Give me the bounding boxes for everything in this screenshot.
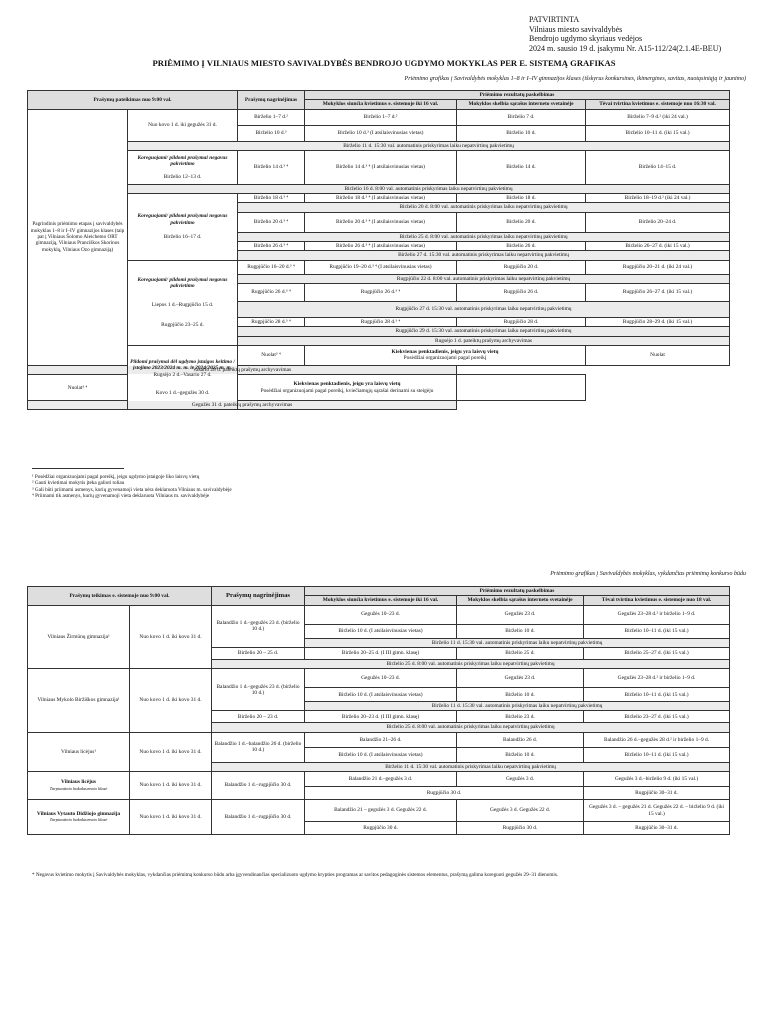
auto-assign-row: Birželio 25 d. 8:00 val. automatinis priskyrimas laiku nepatvirtinų pakvietimų — [212, 723, 730, 732]
header-cell: Prašymų teikimas e. sistemoje nuo 9:00 val. — [28, 587, 212, 606]
approval-line: Vilniaus miesto savivaldybės — [529, 24, 623, 34]
auto-assign-row: Birželio 11 d. 15:30 val. automatinis priskyrimas laiku nepatvirtinų pakvietimų — [305, 702, 730, 711]
period-title: Koreguojami/ pildomi prašymai negavus pakvietimo — [137, 154, 228, 168]
archive-row: Rugsėjo 1 d. pateiktų prašymų archyvavimas — [238, 336, 730, 345]
cell: Birželio 1–7 d.² — [238, 109, 305, 125]
competition-schedule-table — [27, 586, 730, 835]
cell: Birželio 25–27 d. (iki 15 val.) — [584, 647, 730, 659]
period-cell — [128, 194, 238, 260]
cell: Gegužės 3 d. – gegužės 21 d. Gegužės 22 d. – birželio 9 d. (iki 15 val.) — [584, 800, 730, 822]
class-type: Tarptautinio bakalaureato klasė — [49, 785, 108, 791]
cell: Birželio 10 d. (I atsilaisvinusias vietas) — [305, 747, 457, 762]
cell: Birželio 14 d. — [457, 150, 586, 184]
cell — [238, 375, 457, 401]
footnote: ¹ Posėdžiai organizuojami pagal poreikį, jeigu ugdymo įstaigoje liko laisvų vietų — [32, 474, 200, 480]
cell-line: Kiekvienas penktadienis, jeigu yra laisvų vietų — [293, 381, 401, 388]
cell: Rugpjūčio 16–20 d.³ ⁴ — [238, 260, 305, 274]
period-date: Birželio 12–13 d. — [163, 173, 202, 180]
cell: Birželio 10–11 d. (iki 15 val.) — [584, 747, 730, 762]
auto-assign-row: Birželio 16 d. 8:00 val. automatinis priskyrimas laiku nepatvirtinų pakvietimų — [128, 184, 730, 193]
auto-assign-row: Rugpjūčio 29 d. 15:30 val. automatinis priskyrimas laiku nepatvirtinų pakvietimų — [238, 327, 730, 336]
submit-period: Nuo kovo 1 d. iki kovo 31 d. — [130, 669, 212, 733]
cell: Rugpjūčio 28 d.³ ⁴ — [238, 317, 305, 326]
cell: Birželio 14–15 d. — [586, 150, 730, 184]
cell: Birželio 26 d.³ ⁴ — [238, 242, 305, 251]
submit-period: Nuo kovo 1 d. iki kovo 31 d. — [130, 772, 212, 800]
review-period: Balandžio 1 d.–gegužės 23 d. (birželio 10 d.) — [212, 605, 305, 647]
cell: Balandžio 21 – gegužės 3 d. Gegužės 22 d. — [305, 800, 457, 822]
cell: Rugpjūčio 20–21 d. (iki 24 val.) — [586, 260, 730, 274]
footnote-rule — [32, 468, 124, 469]
cell: Gegužės 23–28 d.² ir birželio 1–9 d. — [584, 605, 730, 624]
footnote: ² Gauti kvietimai mokytis įteka galioti toliau — [32, 480, 125, 487]
cell: Rugpjūčio 30 d. — [457, 822, 584, 835]
header-cell: Mokyklos siunčia kvietimus e. sistemoje iki 16 val. — [305, 596, 457, 605]
school-name: Vilniaus Žirmūnų gimnazija¹ — [28, 605, 130, 669]
cell: Birželio 10 d. — [457, 747, 584, 762]
school-name — [28, 800, 130, 835]
cell: Birželio 10 d. — [457, 688, 584, 702]
review-period: Birželio 20 – 25 d. — [212, 647, 305, 659]
approval-block — [529, 15, 721, 53]
cell: Birželio 26 d. — [457, 242, 586, 251]
cell: Rugpjūčio 26 d.³ ⁴ — [305, 283, 457, 301]
school-title: Vilniaus licėjus — [61, 779, 96, 786]
school-name: Vilniaus licėjus¹ — [28, 732, 130, 771]
cell: Rugpjūčio 30–31 d. — [584, 822, 730, 835]
cell: Birželio 10 d.³ (I atsilaisvinusias vietas) — [305, 125, 457, 141]
cell: Gegužės 23 d. — [457, 605, 584, 624]
header-cell: Mokyklos skelbia sąrašus interneto svetainėje — [457, 596, 584, 605]
cell — [457, 375, 586, 401]
auto-assign-row: Rugpjūčio 27 d. 15:30 val. automatinis priskyrimas laiku nepatvirtinų pakvietimų — [238, 301, 730, 317]
cell: Balandžio 26 d. — [457, 732, 584, 747]
cell: Birželio 18 d. — [457, 194, 586, 203]
stage-cell: Pagrindinis priėmimo etapas į savivaldybės mokyklas 1–8 ir I–IV gimnazijos klases (taip pat į Vilniaus Šolomo Aleichemo ORT gimnaziją, Vilniaus Pranciškos Skorinos mokyklą, Vilniaus Ozo gimnaziją) — [28, 109, 128, 365]
auto-assign-row: Birželio 25 d. 8:00 val. automatinis priskyrimas laiku nepatvirtinų pakvietimų — [212, 659, 730, 668]
document-title: PRIĖMIMO Į VILNIAUS MIESTO SAVIVALDYBĖS BENDROJO UGDYMO MOKYKLAS PER E. SISTEMĄ GRAFIKAS — [152, 58, 616, 68]
cell: Birželio 20–25 d. (I III gimn. klasę) — [305, 647, 457, 659]
review-period: Balandžio 1 d.–balandžio 26 d. (birželio 10 d.) — [212, 732, 305, 762]
cell: Nuolat³ ⁴ — [28, 375, 128, 401]
cell: Birželio 10 d. — [457, 125, 586, 141]
cell: Birželio 26 d.³ ⁴ (I atsilaisvinusias vietas) — [305, 242, 457, 251]
auto-assign-row: Birželio 27 d. 15:30 val. automatinis priskyrimas laiku nepatvirtinų pakvietimų — [238, 251, 730, 260]
cell: Gegužės 10–23 d. — [305, 669, 457, 688]
cell: Balandžio 21 d.–gegužės 3 d. — [305, 772, 457, 787]
period-date: Rugsėjo 2 d.–Vasario 27 d. — [153, 371, 212, 378]
approval-line: PATVIRTINTA — [529, 15, 580, 24]
header-cell: Priėmimo rezultatų paskelbimas — [305, 91, 730, 100]
cell: Gegužės 3 d.–birželio 9 d. (iki 15 val.) — [584, 772, 730, 787]
auto-assign-row: Birželio 11 d. 15:30 val. automatinis priskyrimas laiku nepatvirtinų pakvietimų — [305, 638, 730, 647]
cell: Birželio 14 d.³ ⁴ — [238, 150, 305, 184]
cell: Birželio 25 d. — [457, 647, 584, 659]
cell: Gegužės 3 d. — [457, 772, 584, 787]
submit-period: Nuo kovo 1 d. iki kovo 31 d. — [130, 605, 212, 669]
cell: Birželio 20–23 d. (I III gimn. klasę) — [305, 711, 457, 723]
auto-assign-row: Birželio 11 d. 15:30 val. automatinis priskyrimas laiku nepatvirtinų pakvietimų — [212, 762, 730, 771]
submit-period: Nuo kovo 1 d. iki kovo 31 d. — [130, 732, 212, 771]
school-name: Vilniaus Mykolo Biržiškos gimnazija¹ — [28, 669, 130, 733]
cell: Rugpjūčio 26 d.³ ⁴ — [238, 283, 305, 301]
cell: Gegužės 23 d. — [457, 669, 584, 688]
period-title: Pildomi prašymai dėl ugdymo įstaigos keitimo / įstojimo 2023/2024 m. m. ir 2024/2025 m. m. — [130, 359, 235, 372]
schedule-subtitle-1: Priėmimo grafikas į Savivaldybės mokyklas 1–8 ir I–IV gimnazijos klases (išskyrus konkursines, ikimergines, savitas, nuotąsiniąją ir jaunimo) — [404, 76, 746, 82]
period-cell — [128, 260, 238, 345]
cell: Birželio 10 d. (I atsilaisvinusias vietas) — [305, 688, 457, 702]
period-title: Koreguojami/ pildomi prašymai negavus pakvietimo — [137, 277, 228, 290]
cell: Gegužės 3 d. Gegužės 22 d. — [457, 800, 584, 822]
period-date: Birželio 16–17 d. — [163, 234, 202, 241]
class-type: Tarptautinio bakalaureato klasė — [49, 817, 108, 823]
cell: Balandžio 21–26 d. — [305, 732, 457, 747]
cell: Nuolat — [586, 345, 730, 365]
footnotes — [32, 474, 232, 500]
cell: Balandžio 26 d.–gegužės 28 d.² ir birželio 1–9 d. — [584, 732, 730, 747]
header-cell: Prašymų pateikimas nuo 9:00 val. — [28, 91, 238, 110]
cell: Nuolat³ ⁴ — [238, 345, 305, 365]
period-title: Koreguojami/ pildomi prašymai negavus pakvietimo — [137, 213, 228, 226]
cell: Birželio 7 d. — [457, 109, 586, 125]
period-date: Kovo 1 d.–gegužės 30 d. — [155, 389, 210, 396]
auto-assign-row: Birželio 20 d. 8:00 val. automatinis priskyrimas laiku nepatvirtinų pakvietimų — [238, 203, 730, 212]
cell: Birželio 10 d.³ — [238, 125, 305, 141]
cell: Birželio 23–27 d. (iki 15 val.) — [584, 711, 730, 723]
cell: Rugpjūčio 28 d.³ ⁴ — [305, 317, 457, 326]
header-cell: Mokyklos skelbia sąrašus interneto svetainėje — [457, 100, 586, 109]
cell: Birželio 20–24 d. — [586, 212, 730, 232]
cell: Birželio 10 d. — [457, 624, 584, 638]
review-period: Birželio 20 – 23 d. — [212, 711, 305, 723]
cell: Birželio 20 d. — [457, 212, 586, 232]
cell: Rugpjūčio 30 d. — [305, 787, 584, 800]
archive-row: Vasario 28 d. pateiktų prašymų archyvavimas — [28, 365, 457, 374]
period-cell: Nuo kovo 1 d. iki gegužės 31 d. — [128, 109, 238, 141]
auto-assign-row: Birželio 25 d. 8:00 val. automatinis priskyrimas laiku nepatvirtinų pakvietimų — [238, 232, 730, 241]
cell: Birželio 18 d.³ ⁴ — [238, 194, 305, 203]
school-title: Vilniaus Vytauto Didžiojo gimnazija — [36, 810, 121, 817]
cell: Rugpjūčio 30 d. — [305, 822, 457, 835]
auto-assign-row: Birželio 11 d. 15:30 val. automatinis priskyrimas laiku nepatvirtinų pakvietimų — [128, 141, 730, 150]
period-date: Liepos 1 d.–Rugpjūčio 15 d. — [151, 301, 214, 308]
cell: Rugpjūčio 19–20 d.³ ⁴ (I atsilaisvinusias vietas) — [305, 260, 457, 274]
header-cell: Tėvai tvirtina kvietimus e. sistemoje nuo 16:30 val. — [586, 100, 730, 109]
approval-line: Bendrojo ugdymo skyriaus vedėjos — [529, 34, 643, 43]
cell: Rugpjūčio 30–31 d. — [584, 787, 730, 800]
cell-line: Posėdžiai organizuojami pagal poreikį, kviečiamųjų sąrašai derinami su steigėju — [260, 387, 434, 394]
cell: Rugpjūčio 26–27 d. (iki 15 val.) — [586, 283, 730, 301]
archive-row: Gegužės 31 d. pateiktų prašymų archyvavimas — [28, 401, 457, 410]
review-period: Balandžio 1 d.–rugpjūčio 30 d. — [212, 800, 305, 835]
cell: Rugpjūčio 26 d. — [457, 283, 586, 301]
review-period: Balandžio 1 d.–gegužės 23 d. (birželio 10 d.) — [212, 669, 305, 711]
school-name — [28, 772, 130, 800]
submit-period: Nuo kovo 1 d. iki kovo 31 d. — [130, 800, 212, 835]
cell — [305, 345, 586, 365]
cell: Rugpjūčio 20 d. — [457, 260, 586, 274]
cell: Birželio 18–19 d.² (iki 24 val.) — [586, 194, 730, 203]
auto-assign-row: Rugpjūčio 22 d. 8:00 val. automatinis priskyrimas laiku nepatvirtinų pakvietimų — [238, 274, 730, 283]
cell: Birželio 14 d.³ ⁴ (I atsilaisvinusias vietas) — [305, 150, 457, 184]
approval-line: 2024 m. sausio 19 d. įsakymu Nr. A15-112/24(2.1.4E-BEU) — [529, 43, 722, 53]
footnote: ³ Gali būti priimami asmenys, kurių gyvenamoji vieta nėra deklaruota Vilniaus m. savivaldybėje — [32, 486, 232, 493]
cell: Gegužės 10–23 d. — [305, 605, 457, 624]
header-cell: Priėmimo rezultatų paskelbimas — [305, 587, 730, 596]
cell: Birželio 23 d. — [457, 711, 584, 723]
cell: Birželio 20 d.³ ⁴ — [238, 212, 305, 232]
cell: Birželio 10 d. (I atsilaisvinusias vietas) — [305, 624, 457, 638]
cell: Birželio 10–11 d. (iki 15 val.) — [584, 624, 730, 638]
header-cell: Tėvai tvirtina kvietimus e. sistemoje nuo 18 val. — [584, 596, 730, 605]
schedule-subtitle-2: Priėmimo grafikas į Savivaldybės mokyklas, vykdančias priėmimą konkurso būdu — [550, 571, 746, 577]
period-date: Rugpjūčio 23–25 d. — [161, 322, 204, 329]
cell: Birželio 18 d.³ ⁴ (I atsilaisvinusias vietas) — [305, 194, 457, 203]
cell: Birželio 20 d.³ ⁴ (I atsilaisvinusias vietas) — [305, 212, 457, 232]
cell-line: Kiekvienas penktadienis, jeigu yra laisvų vietų — [391, 349, 499, 356]
header-cell: Prašymų nagrinėjimas — [212, 587, 305, 606]
cell-line: Posėdžiai organizuojami pagal poreikį — [403, 355, 487, 362]
cell: Rugpjūčio 28–29 d. (iki 15 val.) — [586, 317, 730, 326]
cell: Birželio 26–27 d. (iki 15 val.) — [586, 242, 730, 251]
cell: Birželio 1–7 d.² — [305, 109, 457, 125]
cell: Birželio 10–11 d. (iki 15 val.) — [586, 125, 730, 141]
cell: Rugpjūčio 28 d. — [457, 317, 586, 326]
footnote: ⁴ Priimami tik asmenys, kurių gyvenamoji vieta deklaruota Vilniaus m. savivaldybėje — [32, 493, 210, 500]
header-cell: Mokyklos siunčia kvietimus e. sistemoje iki 16 val. — [305, 100, 457, 109]
cell: Gegužės 23–28 d.² ir birželio 1–9 d. — [584, 669, 730, 688]
cell: Birželio 10–11 d. (iki 15 val.) — [584, 688, 730, 702]
cell: Birželio 7–9 d.² (iki 24 val.) — [586, 109, 730, 125]
header-cell: Prašymų nagrinėjimas — [238, 91, 305, 110]
bottom-note: * Negavus kvietimo mokytis į Savivaldybės mokyklas, vykdančias priėmimą konkurso būdu arba įgyvendinančias specializuoto ugdymo krypties programas ar savitos pedagoginės sistemos elementus, prašymą galima koreguoti gegužės 29–31 dienomis. — [32, 872, 559, 878]
period-cell — [128, 150, 238, 184]
main-schedule-table — [27, 90, 730, 410]
review-period: Balandžio 1 d.–rugpjūčio 30 d. — [212, 772, 305, 800]
